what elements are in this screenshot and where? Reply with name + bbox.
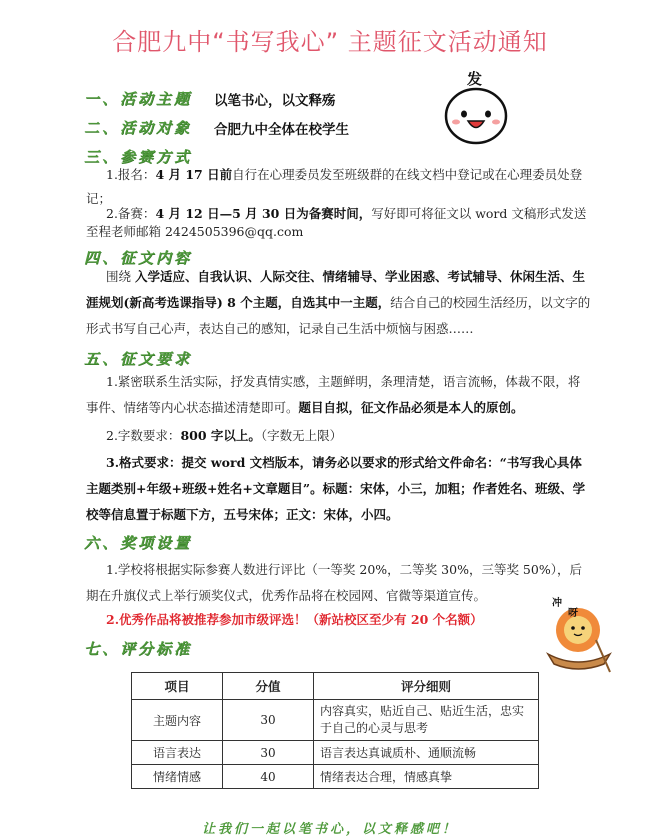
table-cell: 情绪表达合理，情感真挚 <box>314 765 539 789</box>
table-header: 分值 <box>223 673 314 700</box>
s4-bold: 入学适应、自我认识、人际交往、情绪辅导、学业困惑、考试辅导、休闲生活、生涯规划(新高考选课指导) 8 个主题，自选其中一主题， <box>86 269 585 310</box>
section-6-para-2: 2.优秀作品将被推荐参加市级评选！（新站校区至少有 20 个名额） <box>106 612 483 627</box>
table-cell: 语言表达 <box>132 741 223 765</box>
table-cell: 情绪情感 <box>132 765 223 789</box>
table-cell: 主题内容 <box>132 700 223 741</box>
s5-p2-b: （字数无上限） <box>260 428 343 443</box>
section-2-label: 二、活动对象 <box>84 119 193 137</box>
s3-p2-bold: 4 月 12 日—5 月 30 日为备赛时间， <box>155 206 372 221</box>
table-header-row <box>132 673 539 700</box>
page-title: 合肥九中“书写我心” 主题征文活动通知 <box>112 28 548 56</box>
s5-p2-bold: 800 字以上。 <box>180 428 261 443</box>
section-6-para-1: 1.学校将根据实际参赛人数进行评比（一等奖 20%，二等奖 30%，三等奖 50%），后期在升旗仪式上举行颁奖仪式，优秀作品将在校园网、官微等渠道宣传。 <box>86 562 582 603</box>
section-1-label: 一、活动主题 <box>84 90 193 108</box>
section-5-para-2 <box>86 424 591 448</box>
section-5-para-1 <box>86 369 591 421</box>
s3-p2-num: 2.备赛： <box>106 206 156 221</box>
table-row <box>132 700 539 741</box>
table-cell: 30 <box>223 700 314 741</box>
lion-boat-icon <box>538 592 618 678</box>
s3-p1-bold: 4 月 17 日前 <box>155 167 233 182</box>
s5-p2-a: 2.字数要求： <box>106 428 181 443</box>
section-5-label: 五、征文要求 <box>84 350 193 368</box>
table-cell: 语言表达真诚质朴、通顺流畅 <box>314 741 539 765</box>
table-cell: 30 <box>223 741 314 765</box>
section-2-value: 合肥九中全体在校学生 <box>214 122 349 138</box>
s4-rest: 结合自己的校园生活经历，以文字的形式书写自己心声，表达自己的感知，记录自己生活中烦恼与困惑…… <box>86 295 591 336</box>
table-header: 评分细则 <box>314 673 539 700</box>
sticker-top-text: 发 <box>467 70 483 88</box>
table-header: 项目 <box>132 673 223 700</box>
section-4-para <box>86 264 591 342</box>
section-4-label: 四、征文内容 <box>84 249 193 267</box>
s5-p1: 1.紧密联系生活实际，抒发真情实感，主题鲜明，条理清楚，语言流畅，体裁不限，将事件、情绪等内心状态描述清楚即可。 <box>86 374 581 415</box>
table-cell: 内容真实，贴近自己、贴近生活，忠实于自己的心灵与思考 <box>314 700 539 741</box>
table-row <box>132 741 539 765</box>
table-row <box>132 765 539 789</box>
footer-slogan: 让我们一起以笔书心，以文释感吧！ <box>201 822 458 837</box>
scoring-table <box>131 672 539 789</box>
s3-p1-rest: 自行在心理委员发至班级群的在线文档中登记或在心理委员处登记； <box>86 167 583 206</box>
section-3-para-1 <box>86 163 586 211</box>
section-7-label: 七、评分标准 <box>84 640 193 658</box>
section-1-value: 以笔书心，以文释殇 <box>214 93 336 109</box>
s3-p2-rest: 写好即可将征文以 word 文稿形式发送至程老师邮箱 2424505396@qq.com <box>86 206 587 239</box>
s5-p1-bold: 题目自拟，征文作品必须是本人的原创。 <box>298 400 524 415</box>
section-3-para-2 <box>86 205 591 241</box>
sticker-bottom-text-1: 冲 <box>552 598 562 609</box>
section-3-label: 三、参赛方式 <box>84 148 193 166</box>
lion-sticker <box>538 592 618 678</box>
cartoon-sticker <box>438 66 514 146</box>
s4-intro: 围绕 <box>106 269 135 284</box>
section-5-para-3: 3.格式要求：提交 word 文档版本，请务必以要求的形式给文件命名：“书写我心具体主题类别+年级+班级+姓名+文章题目”。标题：宋体，小三，加粗；作者姓名、班级、学校等信息置于标题下方，五号宋体；正文：宋体，小四。 <box>86 455 586 522</box>
sticker-bottom-text-2: 呀 <box>568 608 578 619</box>
s3-p1-num: 1.报名： <box>106 167 156 182</box>
section-6-label: 六、奖项设置 <box>84 534 193 552</box>
table-cell: 40 <box>223 765 314 789</box>
